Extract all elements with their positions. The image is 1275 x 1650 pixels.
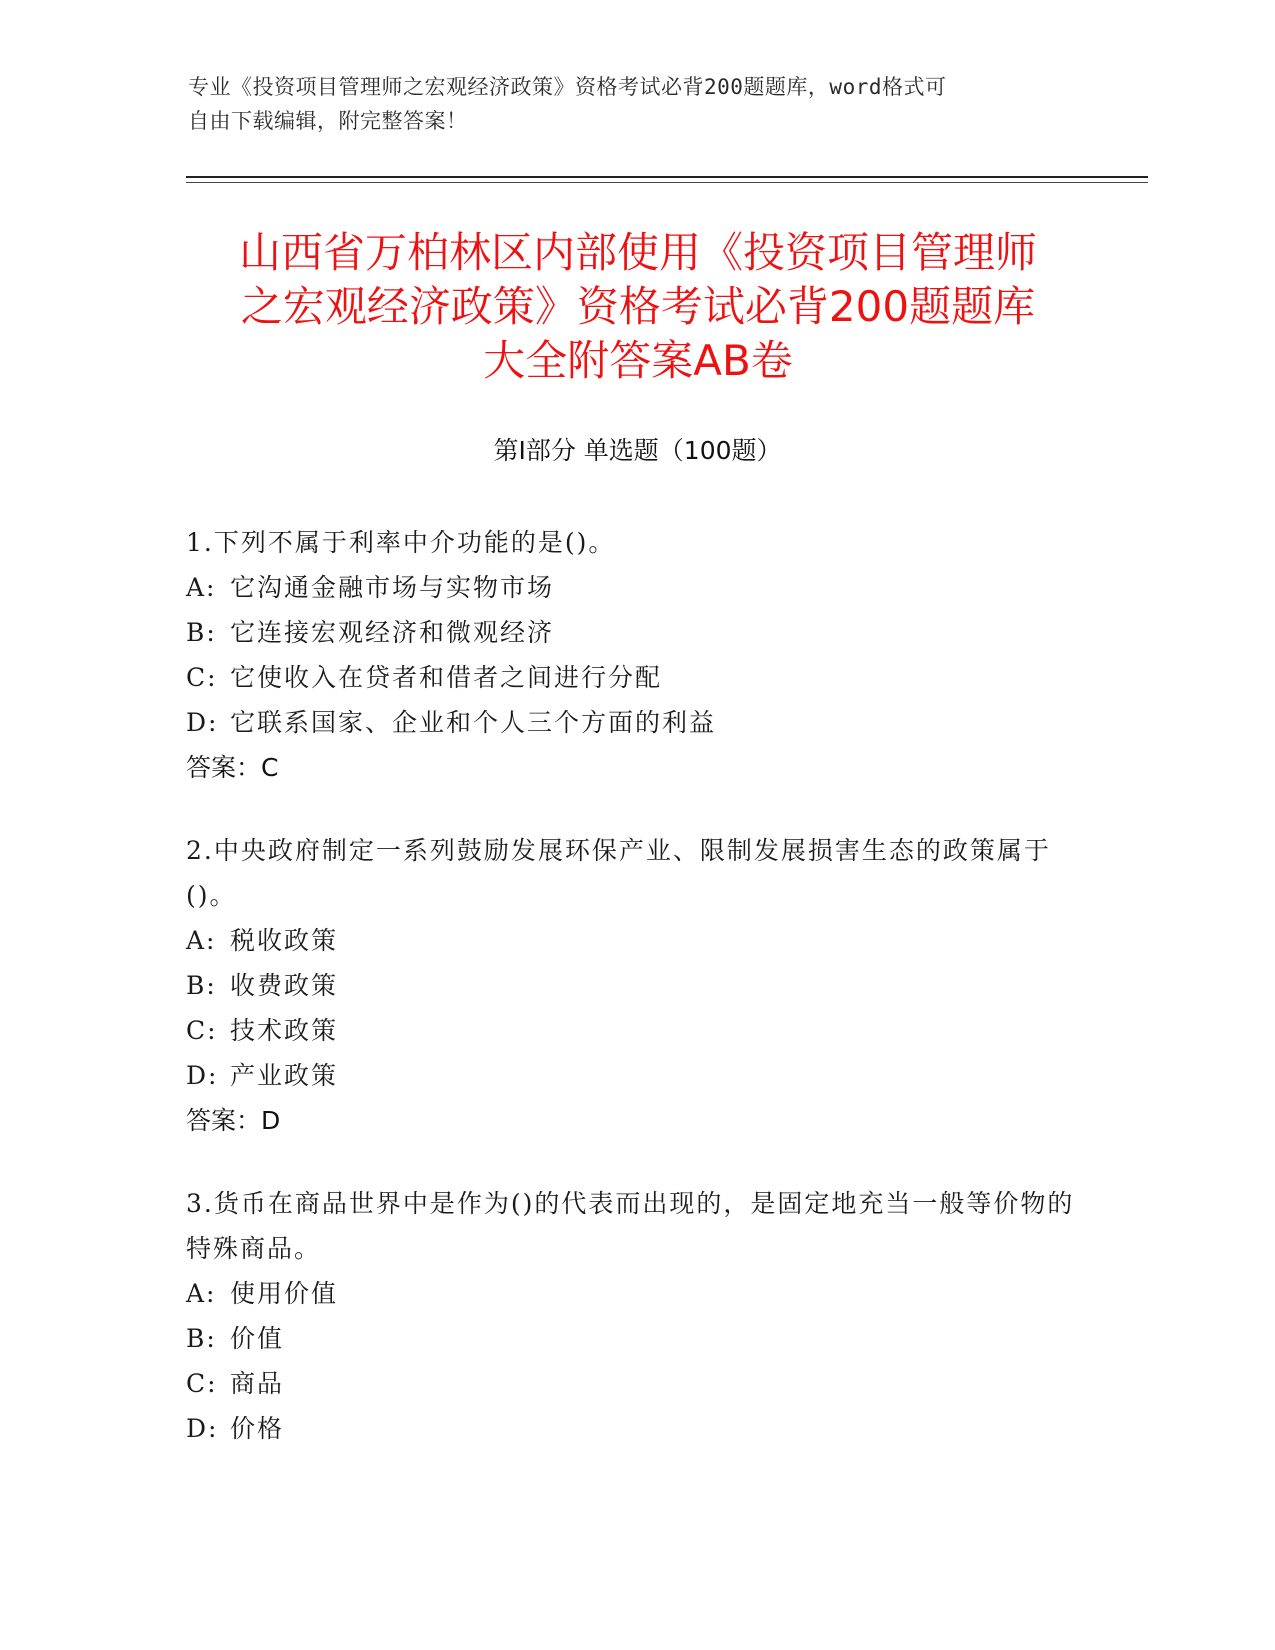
question-stem: 1.下列不属于利率中介功能的是()。: [186, 528, 616, 557]
option-text: 收费政策: [230, 971, 339, 1000]
option-key: B:: [186, 1324, 217, 1353]
option-d: [186, 1053, 1076, 1098]
document-title: [170, 226, 1106, 388]
option-a: [186, 565, 1076, 610]
header-divider-thick: [186, 176, 1148, 178]
answer-line: 答案：D: [186, 1106, 281, 1135]
option-key: B:: [186, 971, 217, 1000]
option-a: [186, 918, 1076, 963]
option-key: C:: [186, 1016, 218, 1045]
question-stem: 2.中央政府制定一系列鼓励发展环保产业、限制发展损害生态的政策属于()。: [186, 836, 1051, 910]
document-title-line-2: 之宏观经济政策》资格考试必背200题题库: [240, 282, 1036, 331]
option-text: 商品: [230, 1369, 285, 1398]
option-text: 它使收入在贷者和借者之间进行分配: [230, 663, 663, 692]
question-1: [186, 520, 1076, 790]
option-text: 税收政策: [230, 926, 339, 955]
option-a: [186, 1271, 1076, 1316]
option-b: [186, 963, 1076, 1008]
option-text: 它连接宏观经济和微观经济: [230, 618, 555, 647]
option-text: 技术政策: [230, 1016, 339, 1045]
option-d: [186, 1406, 1076, 1451]
question-2: [186, 828, 1076, 1143]
document-title-line-1: 山西省万柏林区内部使用《投资项目管理师: [238, 228, 1037, 277]
option-c: [186, 1008, 1076, 1053]
header-note-line-2: 自由下载编辑，附完整答案！: [188, 109, 468, 133]
option-key: C:: [186, 1369, 218, 1398]
section-title: 第Ⅰ部分 单选题（100题）: [493, 436, 782, 465]
header-note: [188, 70, 1068, 138]
header-note-line-1: 专业《投资项目管理师之宏观经济政策》资格考试必背200题题库，word格式可: [188, 75, 947, 99]
option-b: [186, 610, 1076, 655]
option-b: [186, 1316, 1076, 1361]
option-key: B:: [186, 618, 217, 647]
option-text: 价格: [230, 1414, 285, 1443]
option-d: [186, 700, 1076, 745]
option-key: A:: [186, 926, 217, 955]
option-key: A:: [186, 573, 217, 602]
question-stem: 3.货币在商品世界中是作为()的代表而出现的，是固定地充当一般等价物的特殊商品。: [186, 1189, 1075, 1263]
document-title-line-3: 大全附答案AB卷: [483, 336, 793, 385]
option-key: D:: [186, 1414, 219, 1443]
option-key: C:: [186, 663, 218, 692]
option-key: D:: [186, 708, 219, 737]
option-key: A:: [186, 1279, 217, 1308]
option-text: 使用价值: [230, 1279, 339, 1308]
question-list: [186, 520, 1076, 1489]
answer-line: 答案：C: [186, 753, 279, 782]
option-text: 它沟通金融市场与实物市场: [230, 573, 555, 602]
option-text: 产业政策: [230, 1061, 339, 1090]
question-3: [186, 1181, 1076, 1451]
option-key: D:: [186, 1061, 219, 1090]
option-c: [186, 655, 1076, 700]
option-c: [186, 1361, 1076, 1406]
header-divider-thin: [186, 182, 1148, 183]
option-text: 价值: [230, 1324, 285, 1353]
option-text: 它联系国家、企业和个人三个方面的利益: [230, 708, 717, 737]
